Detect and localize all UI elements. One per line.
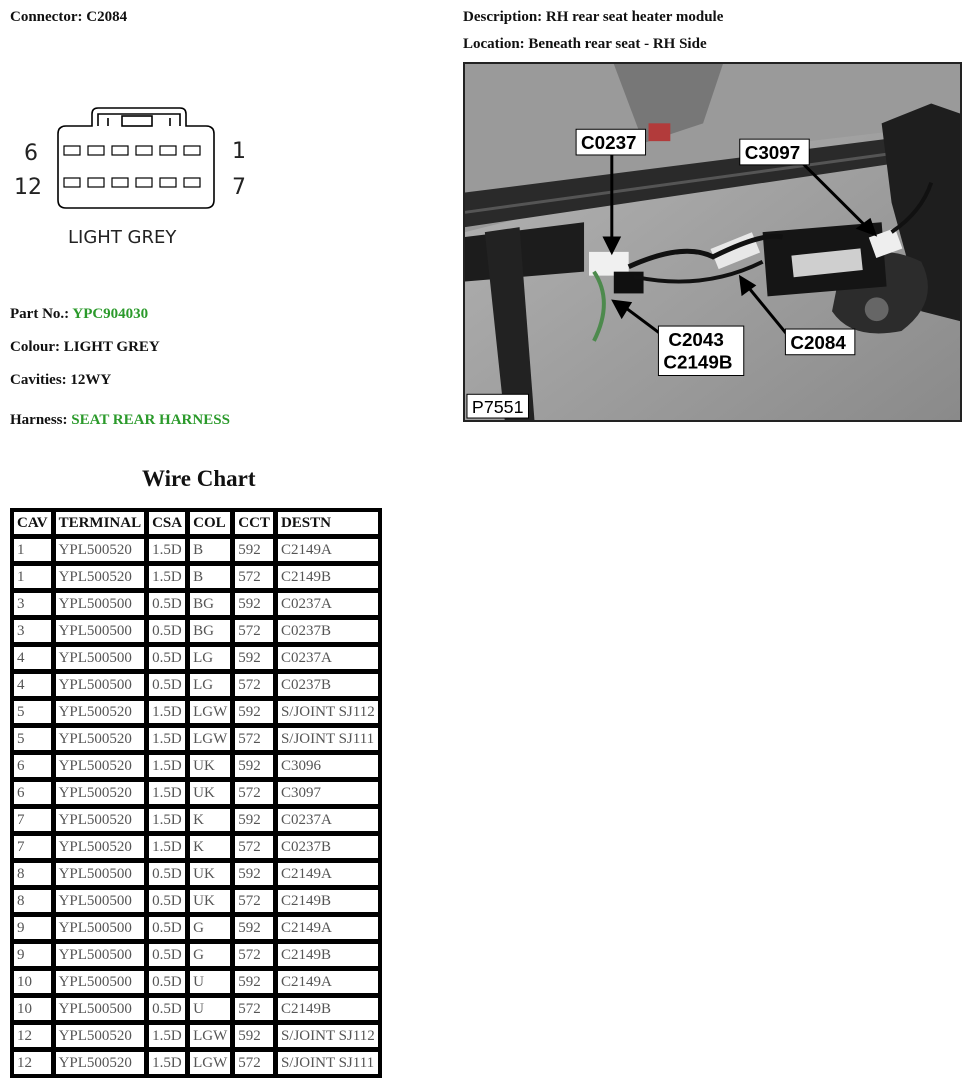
wire-chart-table	[10, 508, 382, 1078]
cell-cav: 7	[13, 808, 52, 832]
cell-destn: C0237B	[277, 673, 379, 697]
cell-destn: C2149A	[277, 916, 379, 940]
cell-col: K	[189, 835, 231, 859]
cell-col: UK	[189, 781, 231, 805]
cell-destn: C2149B	[277, 565, 379, 589]
cell-destn: C2149A	[277, 862, 379, 886]
cell-terminal: YPL500520	[55, 754, 146, 778]
cell-cav: 6	[13, 754, 52, 778]
cell-destn: S/JOINT SJ112	[277, 700, 379, 724]
cell-col: UK	[189, 862, 231, 886]
header-cct: CCT	[234, 511, 274, 535]
callout-c2084: C2084	[790, 331, 846, 353]
cell-cav: 4	[13, 646, 52, 670]
cell-cav: 1	[13, 538, 52, 562]
table-row	[13, 592, 379, 616]
cell-col: K	[189, 808, 231, 832]
table-row	[13, 1051, 379, 1075]
cell-csa: 0.5D	[148, 943, 186, 967]
cell-cct: 592	[234, 754, 274, 778]
wire-chart-body	[13, 538, 379, 1075]
header-csa: CSA	[148, 511, 186, 535]
colour-field: Colour: LIGHT GREY	[10, 339, 160, 355]
table-row	[13, 835, 379, 859]
cell-destn: C2149A	[277, 970, 379, 994]
cell-csa: 1.5D	[148, 565, 186, 589]
diagram-colour-text: LIGHT GREY	[68, 227, 177, 248]
photo-ref: P7551	[471, 397, 524, 418]
cell-destn: C2149B	[277, 889, 379, 913]
cell-csa: 0.5D	[148, 862, 186, 886]
table-row	[13, 862, 379, 886]
cell-col: BG	[189, 619, 231, 643]
cell-destn: S/JOINT SJ112	[277, 1024, 379, 1048]
cell-destn: S/JOINT SJ111	[277, 1051, 379, 1075]
callout-c2043: C2043	[668, 328, 724, 350]
cell-cav: 8	[13, 889, 52, 913]
cell-csa: 0.5D	[148, 970, 186, 994]
table-row	[13, 565, 379, 589]
cell-col: UK	[189, 889, 231, 913]
cell-cct: 592	[234, 646, 274, 670]
cell-col: UK	[189, 754, 231, 778]
table-row	[13, 727, 379, 751]
cell-terminal: YPL500520	[55, 835, 146, 859]
table-row	[13, 700, 379, 724]
cell-col: LGW	[189, 700, 231, 724]
table-row	[13, 781, 379, 805]
location-value: Beneath rear seat - RH Side	[528, 36, 707, 52]
cell-csa: 1.5D	[148, 1051, 186, 1075]
table-row	[13, 538, 379, 562]
cell-csa: 1.5D	[148, 808, 186, 832]
cell-cav: 5	[13, 727, 52, 751]
cell-csa: 1.5D	[148, 781, 186, 805]
callout-c3097: C3097	[744, 141, 801, 163]
cell-terminal: YPL500520	[55, 538, 146, 562]
cell-cav: 5	[13, 700, 52, 724]
connector-label: Connector: C2084	[10, 9, 128, 25]
cell-col: U	[189, 997, 231, 1021]
cell-col: B	[189, 565, 231, 589]
cell-terminal: YPL500520	[55, 727, 146, 751]
cell-cct: 592	[234, 1024, 274, 1048]
cell-cav: 1	[13, 565, 52, 589]
cell-terminal: YPL500500	[55, 970, 146, 994]
cell-cav: 10	[13, 970, 52, 994]
cell-terminal: YPL500500	[55, 889, 146, 913]
cell-cav: 6	[13, 781, 52, 805]
cell-cct: 592	[234, 916, 274, 940]
cell-csa: 0.5D	[148, 673, 186, 697]
description-label: Description: RH rear seat heater module	[463, 9, 724, 25]
cell-cct: 592	[234, 808, 274, 832]
part-no-link[interactable]: YPC904030	[72, 306, 149, 322]
cell-col: U	[189, 970, 231, 994]
wire-chart-header-row	[13, 511, 379, 535]
connector-face-diagram	[10, 100, 250, 250]
cell-csa: 0.5D	[148, 916, 186, 940]
cell-cav: 12	[13, 1024, 52, 1048]
cell-csa: 1.5D	[148, 727, 186, 751]
cell-terminal: YPL500500	[55, 916, 146, 940]
table-row	[13, 808, 379, 832]
table-row	[13, 646, 379, 670]
cell-terminal: YPL500500	[55, 646, 146, 670]
location-photo	[463, 62, 962, 422]
cell-cct: 592	[234, 538, 274, 562]
cavities-field: Cavities: 12WY	[10, 372, 112, 388]
table-row	[13, 916, 379, 940]
cell-cct: 592	[234, 970, 274, 994]
cell-csa: 1.5D	[148, 754, 186, 778]
cell-col: BG	[189, 592, 231, 616]
cell-terminal: YPL500500	[55, 862, 146, 886]
cell-terminal: YPL500500	[55, 943, 146, 967]
pin-label-6: 6	[24, 141, 38, 166]
header-terminal: TERMINAL	[55, 511, 146, 535]
table-row	[13, 997, 379, 1021]
cell-col: LGW	[189, 727, 231, 751]
cell-destn: C3097	[277, 781, 379, 805]
cell-col: G	[189, 916, 231, 940]
cell-col: LG	[189, 673, 231, 697]
cell-cct: 572	[234, 997, 274, 1021]
cell-destn: C2149B	[277, 997, 379, 1021]
cell-csa: 1.5D	[148, 1024, 186, 1048]
table-row	[13, 619, 379, 643]
cell-cav: 9	[13, 916, 52, 940]
cell-cct: 572	[234, 565, 274, 589]
cell-col: B	[189, 538, 231, 562]
cell-col: LG	[189, 646, 231, 670]
cell-csa: 1.5D	[148, 700, 186, 724]
cell-cav: 10	[13, 997, 52, 1021]
callout-c2149b: C2149B	[663, 351, 733, 373]
cell-terminal: YPL500500	[55, 997, 146, 1021]
table-row	[13, 889, 379, 913]
cell-terminal: YPL500520	[55, 700, 146, 724]
cell-cct: 572	[234, 1051, 274, 1075]
cell-cct: 572	[234, 727, 274, 751]
connector-value: C2084	[86, 9, 128, 25]
cell-col: G	[189, 943, 231, 967]
cell-cct: 572	[234, 781, 274, 805]
cell-cav: 8	[13, 862, 52, 886]
cell-destn: C0237A	[277, 592, 379, 616]
cell-cct: 592	[234, 592, 274, 616]
cell-cav: 3	[13, 592, 52, 616]
cell-terminal: YPL500500	[55, 673, 146, 697]
cell-destn: C0237B	[277, 619, 379, 643]
cell-terminal: YPL500520	[55, 1051, 146, 1075]
header-col: COL	[189, 511, 231, 535]
colour-value: LIGHT GREY	[63, 339, 160, 355]
part-no-field: Part No.: YPC904030	[10, 306, 149, 322]
cell-col: LGW	[189, 1051, 231, 1075]
cell-cct: 592	[234, 700, 274, 724]
description-value: RH rear seat heater module	[545, 9, 724, 25]
cell-cct: 572	[234, 835, 274, 859]
cell-cav: 9	[13, 943, 52, 967]
wire-chart-title: Wire Chart	[142, 466, 256, 491]
cell-csa: 1.5D	[148, 538, 186, 562]
cell-cct: 592	[234, 862, 274, 886]
cell-cav: 4	[13, 673, 52, 697]
cell-csa: 0.5D	[148, 997, 186, 1021]
pin-label-12: 12	[14, 175, 42, 200]
cell-destn: S/JOINT SJ111	[277, 727, 379, 751]
cell-terminal: YPL500500	[55, 619, 146, 643]
cell-csa: 0.5D	[148, 646, 186, 670]
cell-cct: 572	[234, 889, 274, 913]
cell-terminal: YPL500520	[55, 808, 146, 832]
cell-csa: 1.5D	[148, 835, 186, 859]
cell-csa: 0.5D	[148, 889, 186, 913]
callout-c0237: C0237	[581, 132, 637, 154]
cell-destn: C0237A	[277, 808, 379, 832]
table-row	[13, 943, 379, 967]
table-row	[13, 673, 379, 697]
cell-destn: C0237B	[277, 835, 379, 859]
header-cav: CAV	[13, 511, 52, 535]
cell-cct: 572	[234, 673, 274, 697]
table-row	[13, 970, 379, 994]
cell-cct: 572	[234, 943, 274, 967]
cell-csa: 0.5D	[148, 619, 186, 643]
cell-destn: C3096	[277, 754, 379, 778]
cell-destn: C2149B	[277, 943, 379, 967]
cell-destn: C2149A	[277, 538, 379, 562]
cell-cav: 7	[13, 835, 52, 859]
table-row	[13, 1024, 379, 1048]
header-destn: DESTN	[277, 511, 379, 535]
harness-field: Harness: SEAT REAR HARNESS	[10, 412, 230, 428]
cell-terminal: YPL500500	[55, 592, 146, 616]
harness-link[interactable]: SEAT REAR HARNESS	[71, 412, 230, 428]
cell-col: LGW	[189, 1024, 231, 1048]
cell-cct: 572	[234, 619, 274, 643]
table-row	[13, 754, 379, 778]
cell-terminal: YPL500520	[55, 781, 146, 805]
cell-destn: C0237A	[277, 646, 379, 670]
cell-terminal: YPL500520	[55, 1024, 146, 1048]
pin-label-1: 1	[232, 139, 246, 164]
pin-label-7: 7	[232, 175, 246, 200]
cell-cav: 3	[13, 619, 52, 643]
cell-csa: 0.5D	[148, 592, 186, 616]
cell-terminal: YPL500520	[55, 565, 146, 589]
cavities-value: 12WY	[70, 372, 112, 388]
cell-cav: 12	[13, 1051, 52, 1075]
location-label: Location: Beneath rear seat - RH Side	[463, 36, 707, 52]
